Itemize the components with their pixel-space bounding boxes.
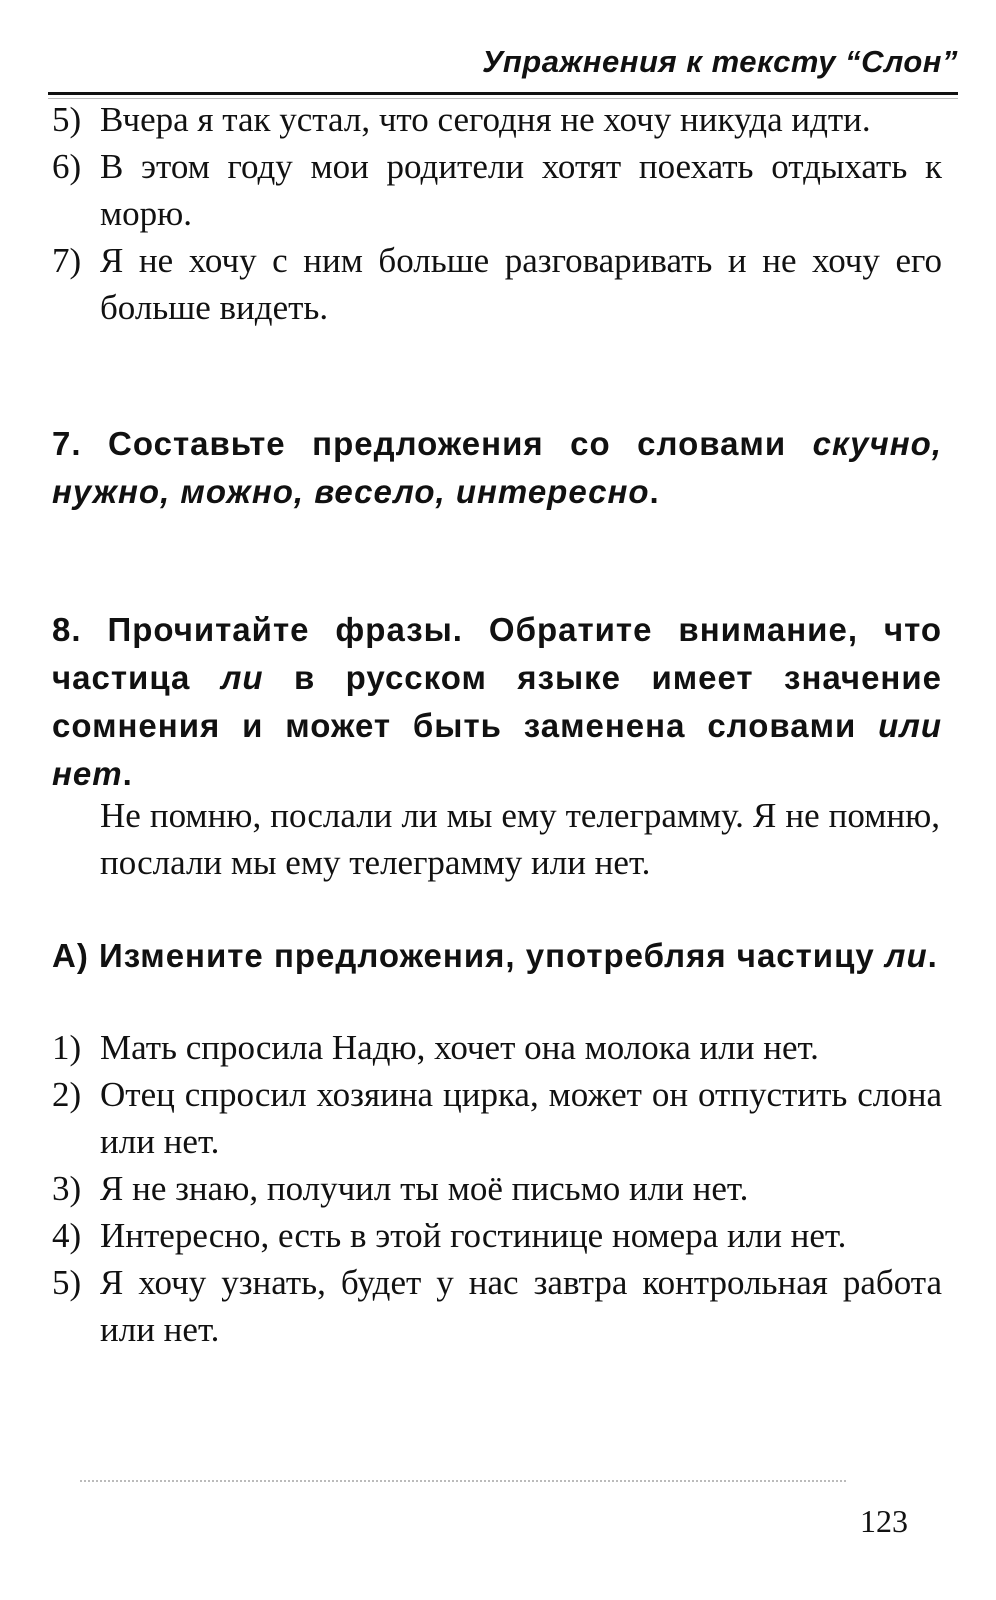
sentence-list-top [52, 96, 942, 331]
exercise-7-lead: 7. Составьте предложения со словами [52, 425, 787, 462]
list-item-number: 5) [52, 100, 82, 139]
exercise-a-particle: ли [884, 937, 928, 974]
list-item-text: Вчера я так устал, что сегодня не хочу никуда идти. [100, 100, 871, 139]
exercise-8-heading [52, 606, 942, 798]
exercise-7-words: скучно, нужно, можно, весело, интересно [52, 425, 942, 510]
list-item-text: В этом году мои родители хотят поехать отдыхать к морю. [100, 147, 942, 233]
list-item [52, 143, 942, 237]
list-item-text: Мать спросила Надю, хочет она молока или нет. [100, 1028, 819, 1067]
exercise-7-heading [52, 420, 942, 516]
exercise-8-phrase: или нет [52, 707, 943, 792]
list-item-number: 6) [52, 147, 82, 186]
list-item [52, 237, 942, 331]
list-item-number: 4) [52, 1216, 82, 1255]
list-item-number: 2) [52, 1075, 82, 1114]
list-item-number: 1) [52, 1028, 82, 1067]
exercise-a-end: . [927, 937, 938, 974]
list-item-number: 7) [52, 241, 82, 280]
list-item-text: Я не хочу с ним больше разговаривать и не хочу его больше видеть. [100, 241, 942, 327]
list-item [52, 1212, 942, 1259]
sentence-list-a [52, 1024, 942, 1353]
list-item-text: Отец спросил хозяина цирка, может он отпустить слона или нет. [100, 1075, 942, 1161]
running-header-title: Упражнения к тексту “Слон” [482, 44, 958, 79]
list-item [52, 1259, 942, 1353]
header-rule [48, 92, 958, 95]
exercise-8-part1: 8. Прочитайте фразы. Обратите внимание, что частица [52, 611, 942, 696]
exercise-8-part2: в русском языке имеет значение сомнения и может быть заменена словами [52, 659, 942, 744]
exercise-a-heading [52, 932, 942, 980]
exercise-a-lead: А) Измените предложения, употребляя частицу [52, 937, 875, 974]
list-item-text: Интересно, есть в этой гостинице номера или нет. [100, 1216, 847, 1255]
list-item [52, 96, 942, 143]
exercise-7-end: . [649, 473, 660, 510]
exercise-8-particle: ли [220, 659, 264, 696]
list-item [52, 1165, 942, 1212]
list-item-text: Я не знаю, получил ты моё письмо или нет. [100, 1169, 749, 1208]
list-item-number: 3) [52, 1169, 82, 1208]
list-item [52, 1071, 942, 1165]
list-item-text: Я хочу узнать, будет у нас завтра контрольная работа или нет. [100, 1263, 942, 1349]
exercise-8-example: Не помню, послали ли мы ему телеграмму. Я не помню, послали мы ему телеграмму или нет. [100, 796, 940, 882]
list-item [52, 1024, 942, 1071]
page-number: 123 [860, 1503, 908, 1539]
footer-divider [80, 1480, 846, 1482]
exercise-8-end: . [122, 755, 133, 792]
list-item-number: 5) [52, 1263, 82, 1302]
